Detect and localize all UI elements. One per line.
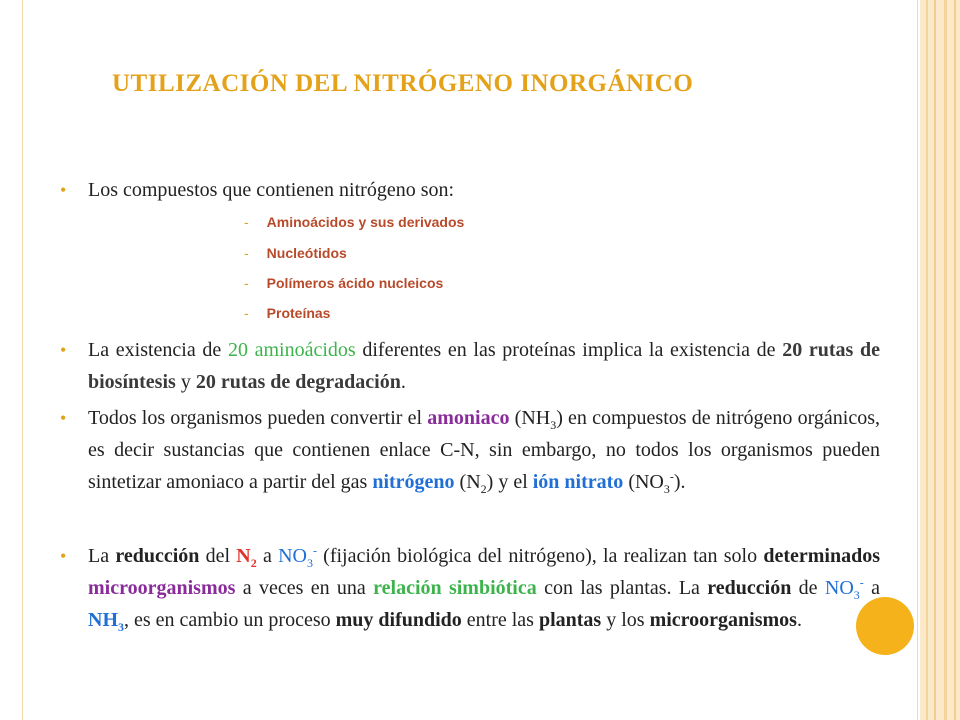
sub-item-aminoacidos: - Aminoácidos y sus derivados (244, 214, 465, 230)
bullet-text: Todos los organismos pueden convertir el amoniaco $(NH_3)$ en compuestos de nitrógeno orgánicos, es decir sustancias que contienen enlace C-N, sin embargo, no todos los organismos pueden sintetizar amoniaco a partir del gas nitrógeno $(N_2)$ y el ión nitrato $(NO_3^-)$. (88, 407, 881, 496)
bullet-text: La reducción del $N_2$ a $NO_3^-$ (fijación biológica del nitrógeno), la realizan tan solo determinados microorganismos a veces en una relación simbiótica con las plantas. La reducción de $NO_3^-$ a $NH_3$, es en cambio un proceso muy difundido entre las plantas y los microorganismos. (88, 543, 881, 634)
bullet-aminoacids: • La existencia de 20 aminoácidos diferentes en las proteínas implica la existencia de 20 rutas de biosíntesis y 20 rutas de degradación. (60, 334, 880, 398)
sub-item-polimeros: - Polímeros ácido nucleicos (244, 275, 444, 291)
decorative-stripes (920, 0, 960, 720)
bullet-reduction: • La reducción del $N_2$ a $NO_3^-$ (fijación biológica del nitrógeno), la realizan tan solo determinados microorganismos a veces en una relación simbiótica con las plantas. La reducción de $NO_3^-$ a $NH_3$, es en cambio un proceso muy difundido entre las plantas y los microorganismos. (60, 540, 880, 636)
sub-item-nucleotidos: - Nucleótidos (244, 245, 347, 261)
bullet-compounds (60, 174, 880, 206)
bullet-text: Los compuestos que contienen nitrógeno son: (88, 179, 455, 201)
sub-item-proteinas: - Proteínas (244, 305, 331, 321)
bullet-glyph: • (60, 180, 67, 200)
bullet-ammonia: • Todos los organismos pueden convertir el amoniaco $(NH_3)$ en compuestos de nitrógeno orgánicos, es decir sustancias que contienen enlace C-N, sin embargo, no todos los organismos pueden sintetizar amoniaco a partir del gas nitrógeno $(N_2)$ y el ión nitrato $(NO_3^-)$. (60, 402, 880, 498)
slide-title: UTILIZACIÓN DEL NITRÓGENO INORGÁNICO (112, 70, 694, 97)
bullet-text: La existencia de 20 aminoácidos diferentes en las proteínas implica la existencia de 20 rutas de biosíntesis y 20 rutas de degradación. (88, 339, 880, 393)
